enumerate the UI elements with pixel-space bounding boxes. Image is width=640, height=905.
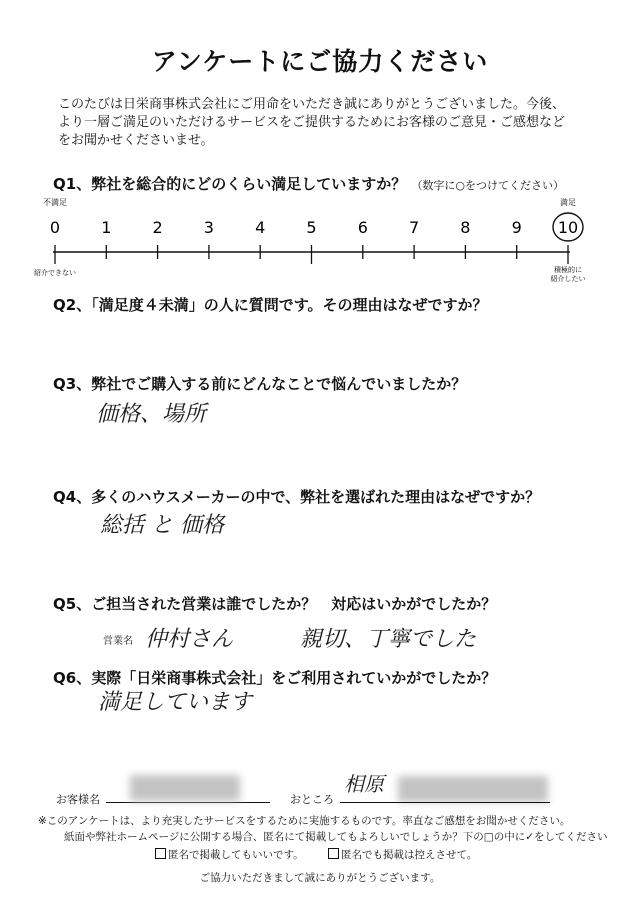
- intro-line-3: をお聞かせくださいませ。: [58, 133, 214, 148]
- question-2: Q2、「満足度４未満」の人に質問です。その理由はなぜですか？: [53, 296, 488, 314]
- scale-number-0[interactable]: 0: [49, 218, 61, 237]
- question-1-label: Q1、弊社を総合的にどのくらい満足していますか？: [53, 175, 407, 193]
- notice-line-1: ※このアンケートは、より充実したサービスをするために実施するものです。率直なご感想をお聞かせください。: [38, 815, 571, 827]
- address-handwriting: 相原: [344, 772, 384, 796]
- intro-line-2: より一層ご満足のいただけるサービスをご提供するためにお客様のご意見・ご感想など: [58, 115, 566, 130]
- scale-ticks: [55, 245, 568, 264]
- address-redacted: [398, 776, 548, 802]
- scale-right-caption-1: 積極的に: [554, 266, 582, 274]
- answer-4-handwriting: 総括 と 価格: [100, 513, 224, 538]
- scale-number-7[interactable]: 7: [409, 218, 420, 237]
- question-5: Q5、ご担当された営業は誰でしたか？ 対応はいかがでしたか？: [53, 595, 497, 613]
- sales-name-handwriting: 仲村さん: [145, 627, 234, 652]
- satisfaction-scale: [0, 190, 640, 290]
- option-anonymous-no: [328, 848, 477, 863]
- scale-number-9[interactable]: 9: [511, 218, 522, 237]
- scale-number-4[interactable]: 4: [255, 218, 266, 237]
- address-label: おところ: [290, 793, 334, 806]
- scale-number-8[interactable]: 8: [460, 218, 471, 237]
- customer-name-line: [106, 802, 270, 803]
- scale-number-2[interactable]: 2: [152, 218, 163, 237]
- scale-left-caption: 紹介できない: [34, 269, 76, 277]
- option-anonymous-no-checkbox[interactable]: [328, 848, 339, 859]
- page-title: アンケートにご協力ください: [151, 47, 489, 76]
- option-anonymous-ok-label: 匿名で掲載してもいいです。: [168, 849, 304, 861]
- notice-line-2: 紙面や弊社ホームページに公開する場合、匿名にて掲載してもよろしいでしょうか？下の□の中に✓をしてください: [64, 831, 608, 843]
- scale-numbers: [50, 218, 578, 237]
- scale-number-6[interactable]: 6: [357, 218, 368, 237]
- address-line: [340, 802, 550, 803]
- answer-3-handwriting: 価格、場所: [96, 402, 207, 427]
- scale-number-5[interactable]: 5: [306, 218, 317, 237]
- customer-name-redacted: [130, 775, 240, 801]
- sales-name-label: 営業名: [103, 636, 133, 647]
- response-handwriting: 親切、丁寧でした: [300, 627, 477, 652]
- option-anonymous-no-label: 匿名でも掲載は控えさせて。: [341, 849, 478, 861]
- thanks-message: ご協力いただきまして誠にありがとうございます。: [199, 872, 441, 884]
- customer-name-label: お客様名: [56, 793, 100, 806]
- question-6: Q6、実際「日栄商事株式会社」をご利用されていかがでしたか？: [53, 669, 497, 687]
- intro-text: [58, 96, 598, 150]
- option-anonymous-ok-checkbox[interactable]: [155, 848, 166, 859]
- question-4: Q4、多くのハウスメーカーの中で、弊社を選ばれた理由はなぜですか？: [53, 488, 541, 506]
- scale-right-caption-2: 紹介したい: [550, 275, 586, 283]
- intro-line-1: このたびは日栄商事株式会社にご用命をいただき誠にありがとうございました。今後、: [58, 97, 566, 112]
- scale-high-label: 満足: [560, 198, 576, 207]
- scale-number-3[interactable]: 3: [203, 218, 214, 237]
- question-1-note: （数字に○をつけてください）: [411, 179, 565, 192]
- scale-number-10[interactable]: 10: [557, 218, 579, 237]
- answer-6-handwriting: 満足しています: [98, 690, 253, 715]
- option-anonymous-ok: [155, 848, 304, 863]
- question-3: Q3、弊社でご購入する前にどんなことで悩んでいましたか？: [53, 375, 467, 393]
- scale-number-1[interactable]: 1: [101, 218, 112, 237]
- scale-low-label: 不満足: [43, 198, 67, 207]
